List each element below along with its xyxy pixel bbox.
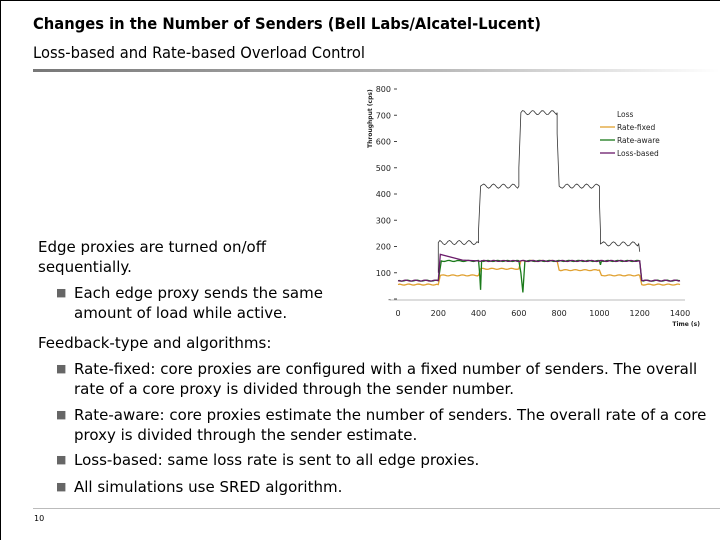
y-tick-label: 800: [375, 85, 391, 94]
legend-label: Rate-aware: [617, 136, 660, 145]
bullet-text: Rate-fixed: core proxies are configured with a fixed number of senders. The overall rate of a core proxy is divided through the sender number.: [74, 360, 698, 398]
bullet-item: [56, 359, 720, 399]
bullet-icon: ■: [56, 286, 67, 299]
x-tick-label: 800: [551, 309, 567, 318]
legend-label: Rate-fixed: [617, 123, 656, 132]
x-tick-label: 600: [511, 309, 527, 318]
y-tick-label: 100: [375, 268, 391, 278]
x-tick-label: 200: [430, 309, 446, 318]
bullet-text: Rate-aware: core proxies estimate the number of senders. The overall rate of a core proxy is divided through the sender estimate.: [74, 406, 707, 444]
y-tick-label: 600: [375, 137, 391, 147]
series-line-loss: [438, 111, 639, 273]
feedback-heading: Feedback-type and algorithms:: [38, 334, 272, 352]
x-tick-label: 0: [395, 309, 401, 318]
bullet-text: Each edge proxy sends the same amount of load while active.: [74, 284, 323, 322]
bullet-icon: ■: [56, 453, 67, 466]
legend-label: Loss: [617, 110, 634, 119]
y-tick-label: 500: [375, 163, 391, 173]
x-tick-label: 1000: [589, 309, 610, 318]
title-divider: [33, 69, 720, 72]
y-tick-label: 700: [375, 111, 391, 121]
legend-label: Loss-based: [617, 149, 659, 158]
edge-proxies-text: Edge proxies are turned on/off sequentially.: [38, 238, 267, 276]
x-tick-label: 400: [470, 309, 487, 318]
x-tick-label: 1400: [669, 309, 691, 318]
bullet-text: All simulations use SRED algorithm.: [74, 478, 343, 496]
footer-divider: [33, 508, 720, 509]
bullet-item: [56, 450, 720, 470]
page-number: 10: [34, 514, 45, 523]
bullet-text: Loss-based: same loss rate is sent to all edge proxies.: [74, 451, 480, 469]
bullet-item: [56, 283, 374, 323]
bullet-icon: ■: [56, 480, 67, 493]
slide-subtitle: Loss-based and Rate-based Overload Control: [33, 43, 366, 62]
bullet-icon: ■: [56, 408, 67, 421]
slide-title: Changes in the Number of Senders (Bell Labs/Alcatel-Lucent): [33, 14, 542, 33]
x-axis-label: Time (s): [672, 321, 700, 328]
y-tick-label: 200: [375, 242, 391, 252]
y-tick-label: 300: [375, 216, 391, 226]
bullet-icon: ■: [56, 362, 67, 375]
throughput-chart: [360, 78, 705, 333]
x-tick-label: 1200: [629, 309, 650, 318]
bullet-item: [56, 405, 720, 445]
bullet-item: [56, 477, 720, 497]
y-tick-label: -: [388, 295, 391, 304]
y-tick-label: 400: [375, 190, 391, 199]
y-axis-label: Throughput (cps): [367, 89, 374, 148]
